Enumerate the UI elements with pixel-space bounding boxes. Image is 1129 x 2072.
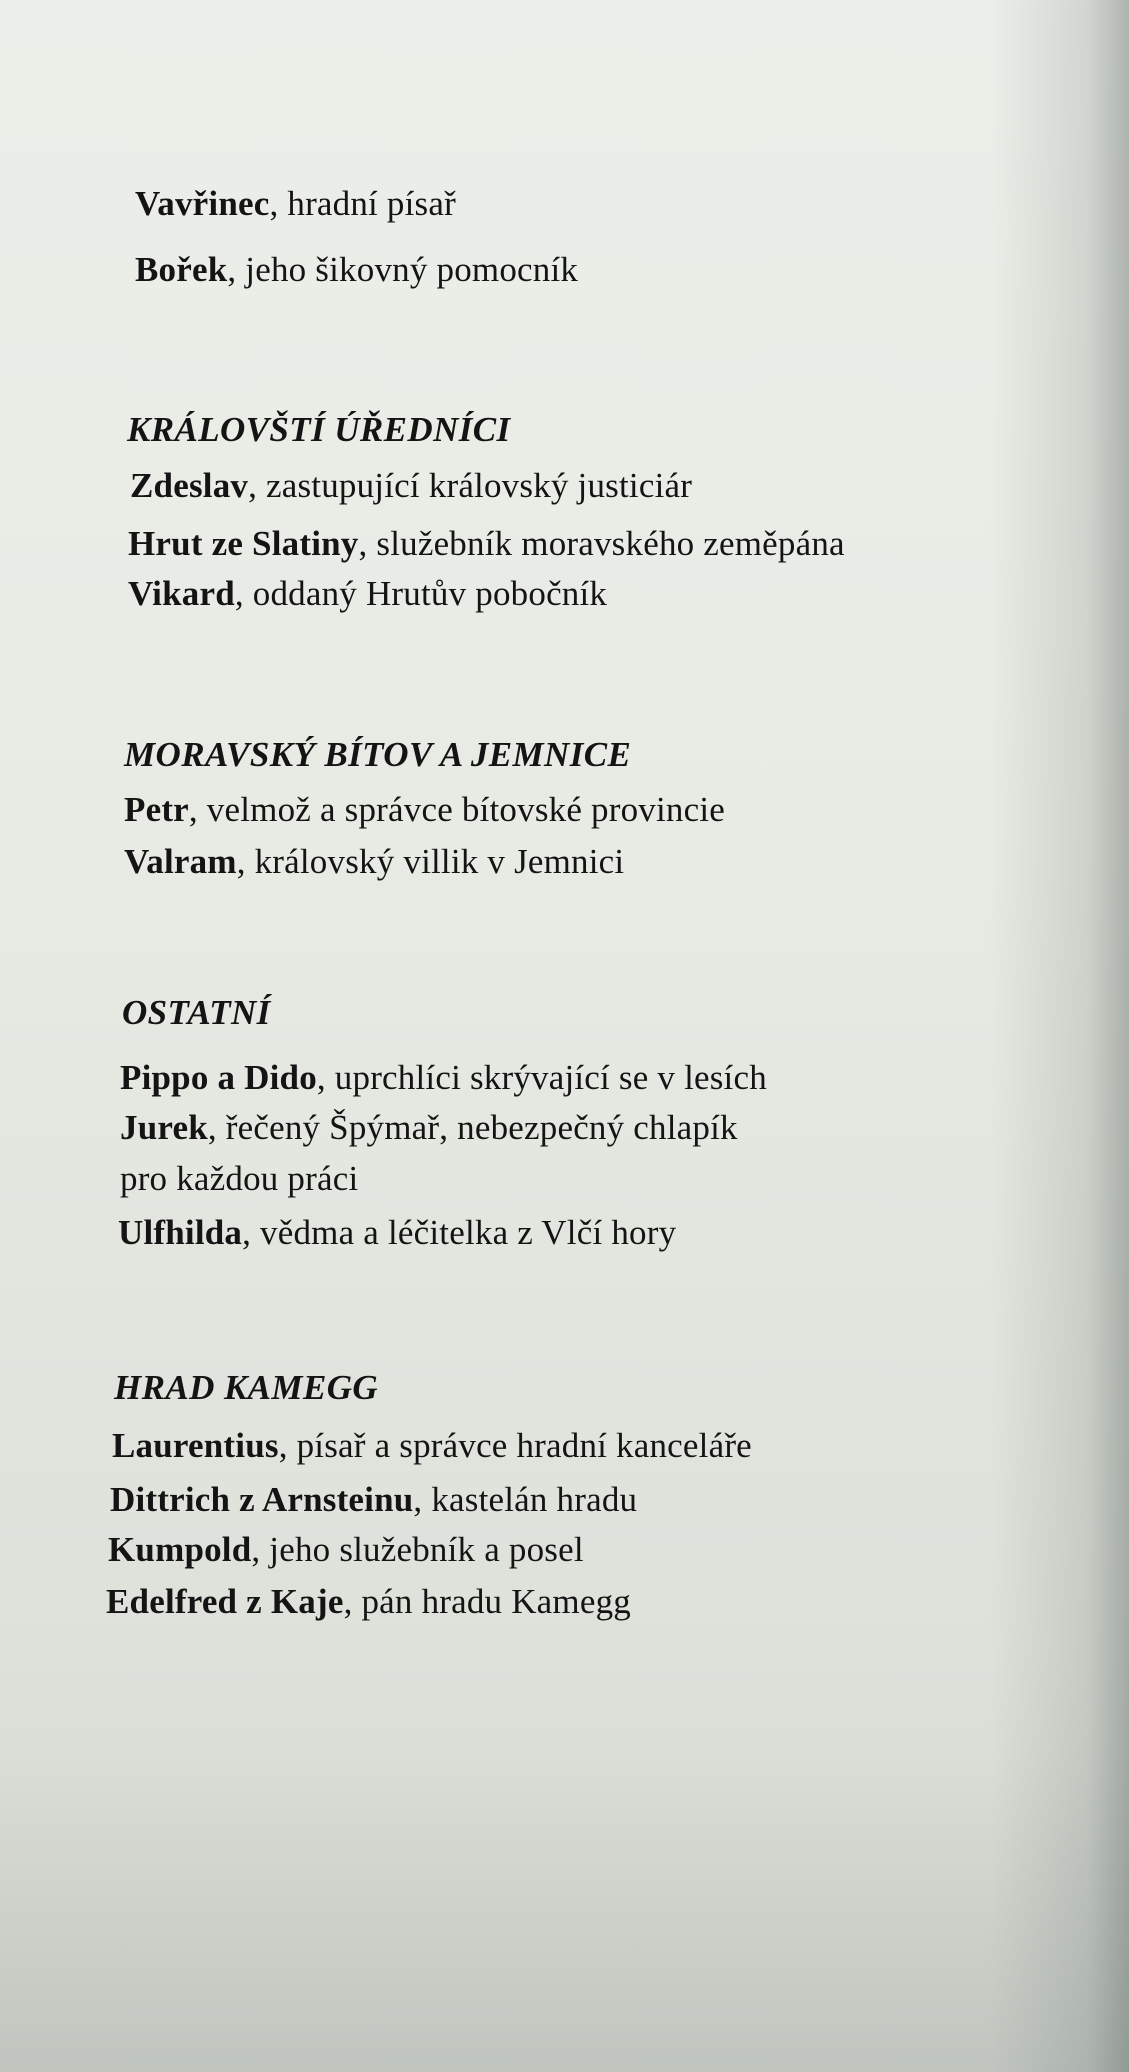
character-name: Edelfred z Kaje [106,1582,344,1621]
character-description: , hradní písař [269,184,456,223]
character-description: , služebník moravského zeměpána [358,524,845,563]
character-name: Dittrich z Arnsteinu [110,1480,414,1519]
section-heading: MORAVSKÝ BÍTOV A JEMNICE [124,735,632,774]
character-name: Pippo a Dido [120,1058,317,1097]
character-entry-continuation [120,1157,358,1201]
character-entry [135,248,578,292]
character-description: , jeho šikovný pomocník [227,250,579,289]
character-description: , královský villik v Jemnici [236,842,625,881]
character-entry [130,464,692,508]
character-description: , oddaný Hrutův pobočník [234,574,608,613]
character-name: Jurek [120,1108,208,1147]
character-name: Bořek [135,250,228,289]
character-entry [118,1211,676,1255]
character-entry [135,182,456,226]
character-name: Ulfhilda [118,1213,243,1252]
page-curl-shadow [989,0,1129,2072]
character-description: , řečený Špýmař, nebezpečný chlapík [207,1108,738,1147]
section-heading: OSTATNÍ [122,993,271,1032]
character-description: , písař a správce hradní kanceláře [278,1426,752,1465]
section-heading: HRAD KAMEGG [114,1368,379,1407]
section-heading: KRÁLOVŠTÍ ÚŘEDNÍCI [127,410,511,449]
page-bottom-shadow [0,1752,1129,2072]
character-entry [110,1478,637,1522]
character-entry [112,1424,752,1468]
character-name: Kumpold [108,1530,252,1569]
character-name: Zdeslav [130,466,249,505]
character-description: , jeho služebník a posel [251,1530,584,1569]
character-name: Petr [124,790,189,829]
character-entry [128,572,607,616]
character-description: , uprchlíci skrývající se v lesích [316,1058,767,1097]
character-description: , zastupující královský justiciár [248,466,693,505]
character-entry [128,522,845,566]
character-name: Laurentius [112,1426,279,1465]
character-entry [120,1056,767,1100]
character-entry [124,788,725,832]
character-description: , pán hradu Kamegg [343,1582,631,1621]
character-name: Vikard [128,574,235,613]
character-name: Hrut ze Slatiny [128,524,359,563]
character-description: , kastelán hradu [413,1480,638,1519]
character-entry [106,1580,631,1624]
character-description: , velmož a správce bítovské provincie [188,790,726,829]
character-name: Valram [124,842,237,881]
character-entry [120,1106,738,1150]
character-description: , vědma a léčitelka z Vlčí hory [242,1213,677,1252]
character-entry [124,840,624,884]
character-description: pro každou práci [120,1159,359,1198]
character-name: Vavřinec [135,184,270,223]
character-entry [108,1528,584,1572]
